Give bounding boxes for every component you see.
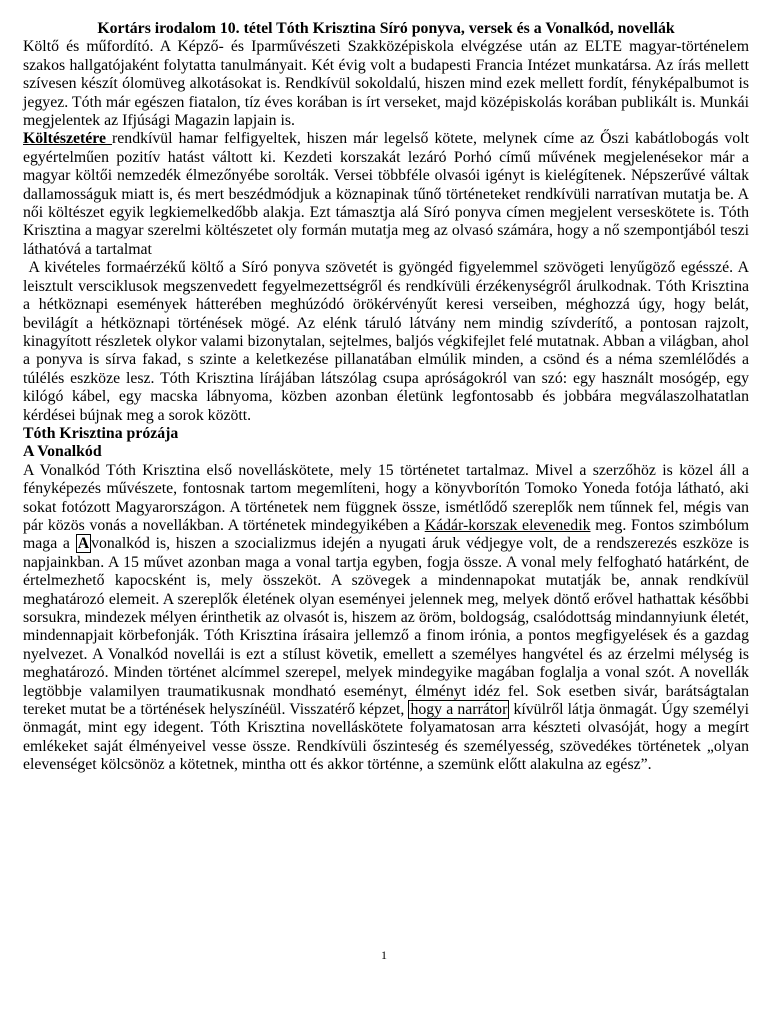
kadar-korszak-link[interactable]: Kádár-korszak elevenedik (424, 516, 591, 534)
siro-ponyva-paragraph: A kivételes formaérzékű költő a Síró ponyva szövetét is gyöngéd figyelemmel szövögeti lenyűgöző egésszé. A leisztult versciklusok megszenvedett fegyelmezettségről és rendkívüli érzékenységről árulkodnak. Tóth Krisztina a hétköznapi események hátterében meghúzódó örökérvényűt keresi verseiben, méghozzá úgy, hogy belát, bevilágít a hétköznapi történések mögé. Az elénk táruló látvány nem mindig szívderítő, a pontosan rajzolt, kinagyított részletek olykor valami bizonytalan, sejtelmes, baljós végkifejlet felé mutatnak. Abban a világban, ahol a ponyva is sírva fakad, s szinte a keletkezése pillanatában elmúlik minden, a csönd és a néma szemlélődés a túlélés eszköze lesz. Tóth Krisztina lírájában látszólag csupa apróságokról van szó: egy használt mosógép, egy kilógó kábel, egy macska lábnyoma, közben azonban életünk legfontosabb és jobbára megválaszolhatatlan kérdései bújnak meg a sorok között. (23, 259, 753, 424)
document-page (23, 20, 753, 775)
poetry-text: rendkívül hamar felfigyeltek, hiszen már legelső kötete, melynek címe az Őszi kabátlobogás volt egyértelműen pozitív hatást váltott ki. Kezdeti korszakát lezáró Porhó című művének megjelenésekor már a magyar költői nemzedék élmezőnyébe sorolták. Versei többféle olvasói igényt is kielégítenek. Népszerűvé váltak dallamosságuk miatt is, és mert beszédmódjuk a köznapinak tűnő történeteket rendkívüli narratívan mutatja be. A női költészet egyik legkiemelkedőbb alakja. Ezt támasztja alá Síró ponyva címen megjelent verseskötete is. Tóth Krisztina a magyar szerelmi költészetet oly formán mutatja meg az olvasó számára, hogy a nő szempontjából teszi láthatóvá a tartalmat (23, 130, 749, 258)
page-number: 1 (381, 948, 387, 962)
poetry-paragraph (23, 130, 749, 259)
vonalkod-text-2: meg. Fontos szimbólum maga a (23, 516, 749, 553)
vonalkod-paragraph (23, 462, 749, 775)
prose-heading: Tóth Krisztina prózája (23, 424, 179, 442)
vonalkod-heading: A Vonalkód (23, 443, 102, 461)
vonalkod-text-1: A Vonalkód Tóth Krisztina első novelláskötete, mely 15 történetet tartalmaz. Mivel a szerzőhöz is közel áll a fényképezés művészete, fontosnak tartom megemlíteni, hogy a könyvborítón Tomoko Yoneda fotója látható, aki sokat fotózott Magyarországon. A történetek nem függnek össze, ismétlődő szereplők nem tűnnek fel, mégis van pár közös vonás a novellákban. A történetek mindegyikében a (23, 461, 749, 534)
intro-paragraph: Költő és műfordító. A Képző- és Iparművészeti Szakközépiskola elvégzése után az ELTE magyar-történelem szakos hallgatójaként folytatta tanulmányait. Két évig volt a budapesti Francia Intézet munkatársa. Az írás mellett szívesen készít ólomüveg alkotásokat is. Rendkívül sokoldalú, hiszen mind ezek mellett fordít, fényképalbumot is jegyez. Tóth már egészen fiatalon, tíz éves korában is írt verseket, majd középiskolás korában publikált is. Munkái megjelentek az Ifjúsági Magazin lapjain is. (23, 38, 749, 130)
boxed-narrator-phrase: hogy a narrátor (410, 701, 508, 719)
document-title: Kortárs irodalom 10. tétel Tóth Krisztina Síró ponyva, versek és a Vonalkód, novellák (97, 20, 675, 37)
poetry-lead: Költészetére (23, 130, 113, 148)
vonalkod-text-3: vonalkód is, hiszen a szocializmus idején a nyugati áruk védjegye volt, de a rendszerezés eszköze is napjainkban. A 15 művet azonban maga a vonal tartja egyben, fogja össze. A vonal mely felfogható határként, de értelmezhető kapocsként is, mely összeköt. A szövegek a mindennapokat mutatják be, annak rendkívül meghatározó elemeit. A szereplők életének olyan eseményei jelennek meg, melyek döntő erővel hathattak későbbi sorsukra, mindezek mélyen érinthetik az olvasót is, hiszem az öröm, boldogság, csalódottság mindannyiunk életét, mindennapjait körbefonják. Tóth Krisztina írásaira jellemző a finom irónia, a pontos megfigyelések és a gazdag nyelvezet. A Vonalkód novellái is ezt a stílust követik, emellett a személyes hangvétel és az érzelmi mélység is meghatározó. Minden történet alcímmel szerepel, melyek mindegyike magában foglalja a vonal szót. A novellák legtöbbje valamilyen traumatikusnak mondható eseményt, élményt idéz fel. Sok esetben sivár, barátságtalan tereket mutat be a történések helyszínéül. Visszatérő képzet, (23, 535, 749, 719)
boxed-letter-a: A (77, 535, 90, 553)
vonalkod-text-4: kívülről látja önmagát. Úgy személyi önmagát, mint egy idegent. Tóth Krisztina novelláskötete folyamatosan arra készteti olvasóját, hogy a megírt emlékeket saját élményeivel vesse össze. Rendkívüli őszinteség és személyesség, szövedékes történetek „olyan elevenséget kölcsönöz a kötetnek, mintha ott és akkor történne, a szemünk előtt alakulna az egész”. (23, 701, 749, 774)
